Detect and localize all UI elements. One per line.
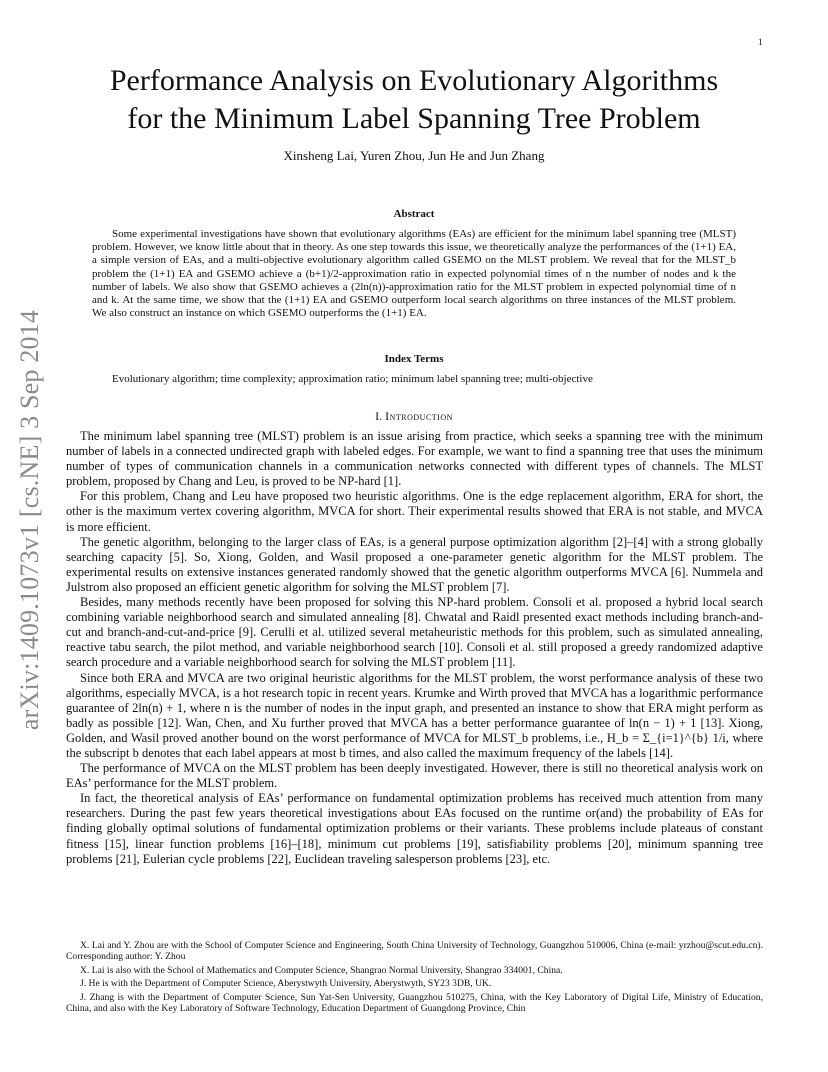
title-line-2: for the Minimum Label Spanning Tree Problem (127, 102, 701, 135)
footnote: J. Zhang is with the Department of Computer Science, Sun Yat-Sen University, Guangzhou 510275, China, with the Key Laboratory of Digital Life, Ministry of Education, China, and also with the Key Laboratory of Software Technology, Education Department of Guangdong Province, Chin (66, 991, 763, 1015)
arxiv-side-stamp (0, 0, 60, 1072)
page-number: 1 (758, 37, 763, 47)
paper-title (64, 62, 764, 138)
paragraph: Since both ERA and MVCA are two original heuristic algorithms for the MLST problem, the worst performance analysis of these two algorithms, especially MVCA, is a hot research topic in recent years. Krumke and Wirth proved that MVCA has a logarithmic performance guarantee of 2ln(n) + 1, where n is the number of nodes in the input graph, and presented an instance to show that ERA might perform as badly as possible [12]. Wan, Chen, and Xu further proved that MVCA has a better performance guarantee of ln(n − 1) + 1 [13]. Xiong, Golden, and Wasil proved another bound on the worst performance of MVCA for MLST_b problems, i.e., H_b = Σ_{i=1}^{b} 1/i, where the subscript b denotes that each label appears at most b times, and also called the maximum frequency of the labels [14]. (66, 670, 763, 760)
arxiv-identifier: arXiv:1409.1073v1 [cs.NE] 3 Sep 2014 (15, 309, 44, 731)
section-title: Introduction (385, 409, 453, 423)
introduction-body (66, 429, 763, 867)
index-terms-text: Evolutionary algorithm; time complexity; approximation ratio; minimum label spanning tree; multi-objective (112, 373, 593, 385)
footnote: X. Lai is also with the School of Mathematics and Computer Science, Shangrao Normal University, Shangrao 334001, China. (80, 964, 563, 976)
abstract-text: Some experimental investigations have shown that evolutionary algorithms (EAs) are efficient for the minimum label spanning tree (MLST) problem. However, we know little about that in theory. As one step towards this issue, we theoretically analyze the performances of the (1+1) EA, a simple version of EAs, and a multi-objective evolutionary algorithm called GSEMO on the MLST problem. We reveal that for the MLST_b problem the (1+1) EA and GSEMO achieve a (b+1)/2-approximation ratio in expected polynomial times of n the number of nodes and k the number of labels. We also show that GSEMO achieves a (2ln(n))-approximation ratio for the MLST problem in expected polynomial time of n and k. At the same time, we show that the (1+1) EA and GSEMO outperform local search algorithms on three instances of the MLST problem. We also construct an instance on which GSEMO outperforms the (1+1) EA. (92, 228, 736, 320)
index-terms-heading: Index Terms (384, 353, 444, 365)
section-heading (64, 409, 764, 424)
index-terms-section (92, 353, 736, 386)
paragraph: In fact, the theoretical analysis of EAs’ performance on fundamental optimization problems has received much attention from many researchers. During the past few years theoretical investigations about EAs focused on the runtime or(and) the probability of EAs for finding globally optimal solutions of fundamental optimization problems or their variants. These problems include plateaus of constant fitness [15], linear function problems [16]–[18], minimum cut problems [19], satisfiability problems [20], minimum spanning tree problems [21], Eulerian cycle problems [22], Euclidean traveling salesperson problems [23], etc. (66, 791, 763, 866)
paragraph: The minimum label spanning tree (MLST) problem is an issue arising from practice, which seeks a spanning tree with the minimum number of labels in a connected undirected graph with labeled edges. For example, we want to find a spanning tree that uses the minimum number of types of communication channels in a communication networks connected with different types of channels. The MLST problem, proposed by Chang and Leu, is proved to be NP-hard [1]. (66, 429, 763, 489)
author-list: Xinsheng Lai, Yuren Zhou, Jun He and Jun Zhang (283, 148, 545, 163)
title-line-1: Performance Analysis on Evolutionary Algorithms (109, 64, 719, 97)
footnote: J. He is with the Department of Computer Science, Aberystwyth University, Aberystwyth, SY23 3DB, UK. (80, 978, 492, 990)
paragraph: For this problem, Chang and Leu have proposed two heuristic algorithms. One is the edge replacement algorithm, ERA for short, the other is the maximum vertex covering algorithm, MVCA for short. Their experimental results showed that ERA is not stable, and MVCA is more efficient. (66, 489, 763, 534)
paper-header (64, 62, 764, 164)
section-number: I. (375, 409, 383, 423)
paragraph: Besides, many methods recently have been proposed for solving this NP-hard problem. Consoli et al. proposed a hybrid local search combining variable neighborhood search and simulated annealing [8]. Chwatal and Raidl presented exact methods including branch-and-cut and branch-and-cut-and-price [9]. Cerulli et al. utilized several metaheuristic methods for this problem, such as simulated annealing, reactive tabu search, the pilot method, and variable neighborhood search [10]. Consoli et al. still proposed a greedy randomized adaptive search procedure and a variable neighborhood search for solving the MLST problem [11]. (66, 595, 763, 670)
paragraph: The genetic algorithm, belonging to the larger class of EAs, is a general purpose optimization algorithm [2]–[4] with a strong globally searching capacity [5]. So, Xiong, Golden, and Wasil proposed a one-parameter genetic algorithm for the MLST problem. The experimental results on extensive instances generated randomly showed that the genetic algorithm outperforms MVCA [6]. Nummela and Julstrom also proposed an efficient genetic algorithm for solving the MLST problem [7]. (66, 534, 763, 594)
footnotes (66, 940, 763, 1016)
paragraph: The performance of MVCA on the MLST problem has been deeply investigated. However, there is still no theoretical analysis work on EAs’ performance for the MLST problem. (66, 761, 763, 791)
abstract-section (92, 208, 736, 320)
footnote: X. Lai and Y. Zhou are with the School of Computer Science and Engineering, South China University of Technology, Guangzhou 510006, China (e-mail: yrzhou@scut.edu.cn). Corresponding author: Y. Zhou (66, 940, 763, 963)
abstract-heading: Abstract (393, 208, 435, 220)
